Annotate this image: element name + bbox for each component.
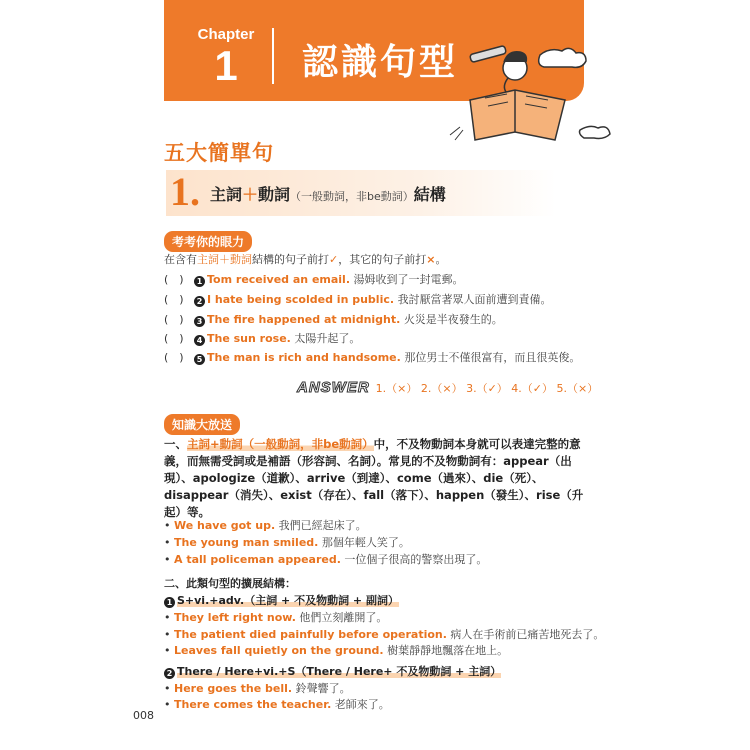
example-item xyxy=(164,610,387,626)
bullet: • xyxy=(164,536,171,549)
example-chinese: 病人在手術前已痛苦地死去了。 xyxy=(450,628,605,641)
knowledge-paragraph-1 xyxy=(164,436,584,521)
answer-blank[interactable]: ( ) xyxy=(164,273,184,286)
example-item xyxy=(164,627,604,643)
check-mark-icon: ✓ xyxy=(329,253,339,266)
structure-text: There / Here+vi.+S（There / Here+ 不及物動詞 + 主詞） xyxy=(177,665,502,678)
structure-1 xyxy=(164,593,399,609)
answer-blank[interactable]: ( ) xyxy=(164,351,184,364)
example-chinese: 樹葉靜靜地飄落在地上。 xyxy=(387,644,509,657)
quiz-instruction xyxy=(164,252,446,268)
example-english: The young man smiled. xyxy=(174,536,319,549)
pattern-heading xyxy=(166,170,556,216)
quiz-item xyxy=(164,272,464,288)
answer-values: 1.（×） 2.（×） 3.（✓） 4.（✓） 5.（×） xyxy=(375,382,599,395)
example-english: Here goes the bell. xyxy=(174,682,293,695)
knowledge-paragraph-2: 二、此類句型的擴展結構： xyxy=(164,577,296,590)
page-number: 008 xyxy=(133,709,154,722)
boy-reading-book-illustration xyxy=(430,30,620,150)
quiz-item xyxy=(164,331,360,347)
bullet: • xyxy=(164,611,171,624)
example-item xyxy=(164,681,351,697)
answer-label: ANSWER xyxy=(297,379,370,396)
item-number: 4 xyxy=(194,335,205,346)
example-english: The patient died painfully before operation. xyxy=(174,628,447,641)
structure-number: 2 xyxy=(164,668,175,679)
example-chinese: 老師來了。 xyxy=(334,698,390,711)
instruction-part: 。 xyxy=(435,253,447,266)
example-chinese: 我們已經起床了。 xyxy=(278,519,367,532)
example-item xyxy=(164,518,367,534)
instruction-highlight: 主詞＋動詞 xyxy=(197,253,252,266)
instruction-part: ，其它的句子前打 xyxy=(338,253,427,266)
banner-divider xyxy=(272,28,274,84)
answer-blank[interactable]: ( ) xyxy=(164,313,184,326)
example-chinese: 鈴聲響了。 xyxy=(295,682,351,695)
item-chinese: 湯姆收到了一封電郵。 xyxy=(353,273,464,286)
chapter-number: 1 xyxy=(214,42,238,89)
section-title: 五大簡單句 xyxy=(164,141,274,165)
pattern-number: 1. xyxy=(170,169,200,214)
structure-text: S+vi.+adv.（主詞 + 不及物動詞 + 副詞） xyxy=(177,594,399,607)
answer-key xyxy=(297,379,598,396)
example-english: There comes the teacher. xyxy=(174,698,332,711)
bullet: • xyxy=(164,519,171,532)
structure-2 xyxy=(164,664,501,680)
cross-mark-icon: × xyxy=(426,253,436,266)
quiz-item xyxy=(164,312,503,328)
example-chinese: 那個年輕人笑了。 xyxy=(321,536,410,549)
bullet: • xyxy=(164,553,171,566)
pattern-subject: 主詞 xyxy=(210,185,243,204)
item-number: 1 xyxy=(194,276,205,287)
pattern-text xyxy=(210,182,446,205)
bullet: • xyxy=(164,698,171,711)
bullet: • xyxy=(164,644,171,657)
p1-highlight: 主詞+動詞（一般動詞，非be動詞） xyxy=(187,437,374,451)
item-english: I hate being scolded in public. xyxy=(207,293,395,306)
item-chinese: 火災是半夜發生的。 xyxy=(403,313,503,326)
example-chinese: 他們立刻離開了。 xyxy=(299,611,388,624)
item-chinese: 我討厭當著眾人面前遭到責備。 xyxy=(397,293,552,306)
item-number: 5 xyxy=(194,354,205,365)
quiz-item xyxy=(164,350,580,366)
item-number: 3 xyxy=(194,316,205,327)
item-chinese: 那位男士不僅很富有，而且很英俊。 xyxy=(404,351,581,364)
p1-prefix: 一、 xyxy=(164,437,187,451)
example-item xyxy=(164,643,508,659)
item-number: 2 xyxy=(194,296,205,307)
example-english: They left right now. xyxy=(174,611,296,624)
quiz-item xyxy=(164,292,552,308)
chapter-title: 認識句型 xyxy=(302,42,459,83)
example-english: A tall policeman appeared. xyxy=(174,553,341,566)
item-english: Tom received an email. xyxy=(207,273,351,286)
p1-text: 中，不及物動詞本身就可以表達完整的意義，而無需受詞或是補語（形容詞、名詞）。常見的不及物動詞有：appear（出現）、apologize（道歉）、arrive（到達）、come（過來）、die（死）、disappear（消失）、exist（存在）、fall（落下）、happen（發生）、rise（升起）等。 xyxy=(164,437,584,519)
instruction-part: 結構的句子前打 xyxy=(252,253,329,266)
example-english: Leaves fall quietly on the ground. xyxy=(174,644,384,657)
answer-blank[interactable]: ( ) xyxy=(164,293,184,306)
bullet: • xyxy=(164,628,171,641)
item-english: The fire happened at midnight. xyxy=(207,313,401,326)
pattern-verb: 動詞 xyxy=(258,185,291,204)
quiz-tag: 考考你的眼力 xyxy=(164,231,252,252)
example-chinese: 一位個子很高的警察出現了。 xyxy=(344,553,488,566)
pattern-structure: 結構 xyxy=(413,185,446,204)
bullet: • xyxy=(164,682,171,695)
pattern-plus: ＋ xyxy=(242,185,259,204)
item-english: The man is rich and handsome. xyxy=(207,351,401,364)
structure-number: 1 xyxy=(164,597,175,608)
example-item xyxy=(164,697,390,713)
item-chinese: 太陽升起了。 xyxy=(294,332,361,345)
knowledge-tag: 知識大放送 xyxy=(164,414,240,435)
answer-blank[interactable]: ( ) xyxy=(164,332,184,345)
chapter-word: Chapter xyxy=(197,26,255,43)
pattern-note: （一般動詞，非be動詞） xyxy=(290,190,414,203)
instruction-part: 在含有 xyxy=(164,253,197,266)
item-english: The sun rose. xyxy=(207,332,291,345)
example-english: We have got up. xyxy=(174,519,276,532)
example-item xyxy=(164,552,487,568)
example-item xyxy=(164,535,410,551)
